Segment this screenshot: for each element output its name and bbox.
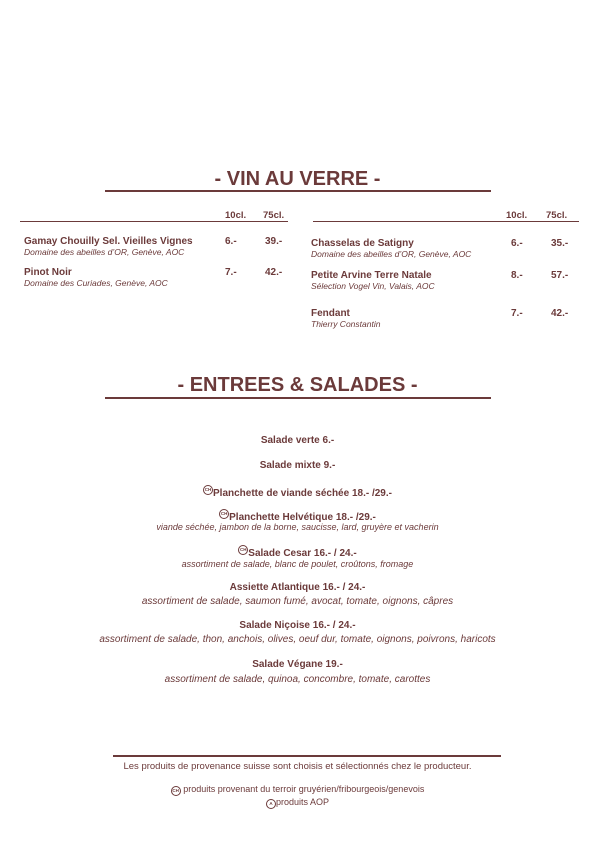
wine-description: Thierry Constantin [311, 319, 381, 329]
wine-price-75cl: 35.- [551, 238, 569, 249]
wine-name: Petite Arvine Terre Natale [311, 270, 432, 281]
dish-line-with-badge [0, 485, 595, 499]
wine-item [24, 267, 168, 288]
dish-description: assortiment de salade, quinoa, concombre, tomate, carottes [164, 674, 431, 685]
wine-price-75cl: 39.- [265, 236, 283, 247]
wine-description: Domaine des Curiades, Genève, AOC [24, 278, 168, 288]
right-header-rule [313, 221, 579, 222]
legend-aop [0, 797, 595, 809]
left-header-rule [20, 221, 288, 222]
footer-rule [113, 755, 501, 757]
legend-aop-text: produits AOP [275, 797, 330, 807]
wine-description: Sélection Vogel Vin, Valais, AOC [311, 281, 435, 291]
dish-description: assortiment de salade, thon, anchois, olives, oeuf dur, tomate, oignons, poivrons, haricots [99, 634, 496, 645]
dish-line: Planchette Helvétique 18.- /29.- [229, 512, 376, 523]
ch-badge-icon: CH [219, 509, 229, 519]
dish-line: Salade Niçoise 16.- / 24.- [239, 620, 356, 631]
wine-price-75cl: 42.- [265, 267, 283, 278]
salad-section-title: - ENTREES & SALADES - [177, 374, 418, 396]
left-col-10cl-header: 10cl. [225, 210, 247, 221]
ch-badge-icon: CH [238, 545, 248, 555]
wine-price-10cl: 6.- [511, 238, 523, 249]
ch-badge-icon: CH [203, 485, 213, 495]
dish-description: viande séchée, jambon de la borne, saucisse, lard, gruyère et vacherin [156, 522, 439, 532]
dish-line: Salade Cesar 16.- / 24.- [248, 548, 357, 559]
dish-line: Salade mixte 9.- [259, 460, 336, 471]
dish-line: Salade Végane 19.- [252, 659, 343, 670]
salad-title-rule [105, 397, 491, 399]
wine-price-10cl: 7.- [511, 308, 523, 319]
wine-price-10cl: 6.- [225, 236, 237, 247]
ch-badge-icon: CH [171, 786, 181, 796]
wine-item [24, 236, 193, 257]
provenance-note: Les produits de provenance suisse sont choisis et sélectionnés chez le producteur. [123, 761, 472, 772]
wine-price-10cl: 7.- [225, 267, 237, 278]
wine-section-title: - VIN AU VERRE - [214, 168, 381, 190]
right-col-75cl-header: 75cl. [546, 210, 568, 221]
wine-name: Gamay Chouilly Sel. Vieilles Vignes [24, 236, 193, 247]
wine-name: Pinot Noir [24, 267, 72, 278]
wine-name: Chasselas de Satigny [311, 238, 414, 249]
wine-description: Domaine des abeilles d’OR, Genève, AOC [24, 247, 185, 257]
legend-ch [0, 784, 595, 796]
wine-name: Fendant [311, 308, 350, 319]
dish-line-with-badge [0, 545, 595, 559]
dish-line: Planchette de viande séchée 18.- /29.- [213, 488, 392, 499]
wine-item [311, 308, 380, 329]
wine-item [311, 270, 435, 291]
aop-badge-icon: A [266, 799, 276, 809]
wine-title-rule [105, 190, 491, 192]
wine-description: Domaine des abeilles d’OR, Genève, AOC [311, 249, 472, 259]
right-col-10cl-header: 10cl. [506, 210, 528, 221]
wine-price-10cl: 8.- [511, 270, 523, 281]
wine-item [311, 238, 471, 259]
dish-description: assortiment de salade, saumon fumé, avocat, tomate, oignons, câpres [141, 596, 454, 607]
dish-line: Salade verte 6.- [260, 435, 335, 446]
wine-price-75cl: 42.- [551, 308, 569, 319]
wine-price-75cl: 57.- [551, 270, 569, 281]
left-col-75cl-header: 75cl. [263, 210, 285, 221]
dish-line-with-badge [0, 509, 595, 523]
legend-ch-text: produits provenant du terroir gruyérien/fribourgeois/genevois [183, 784, 425, 794]
dish-line: Assiette Atlantique 16.- / 24.- [229, 582, 366, 593]
dish-description: assortiment de salade, blanc de poulet, croûtons, fromage [181, 559, 414, 569]
